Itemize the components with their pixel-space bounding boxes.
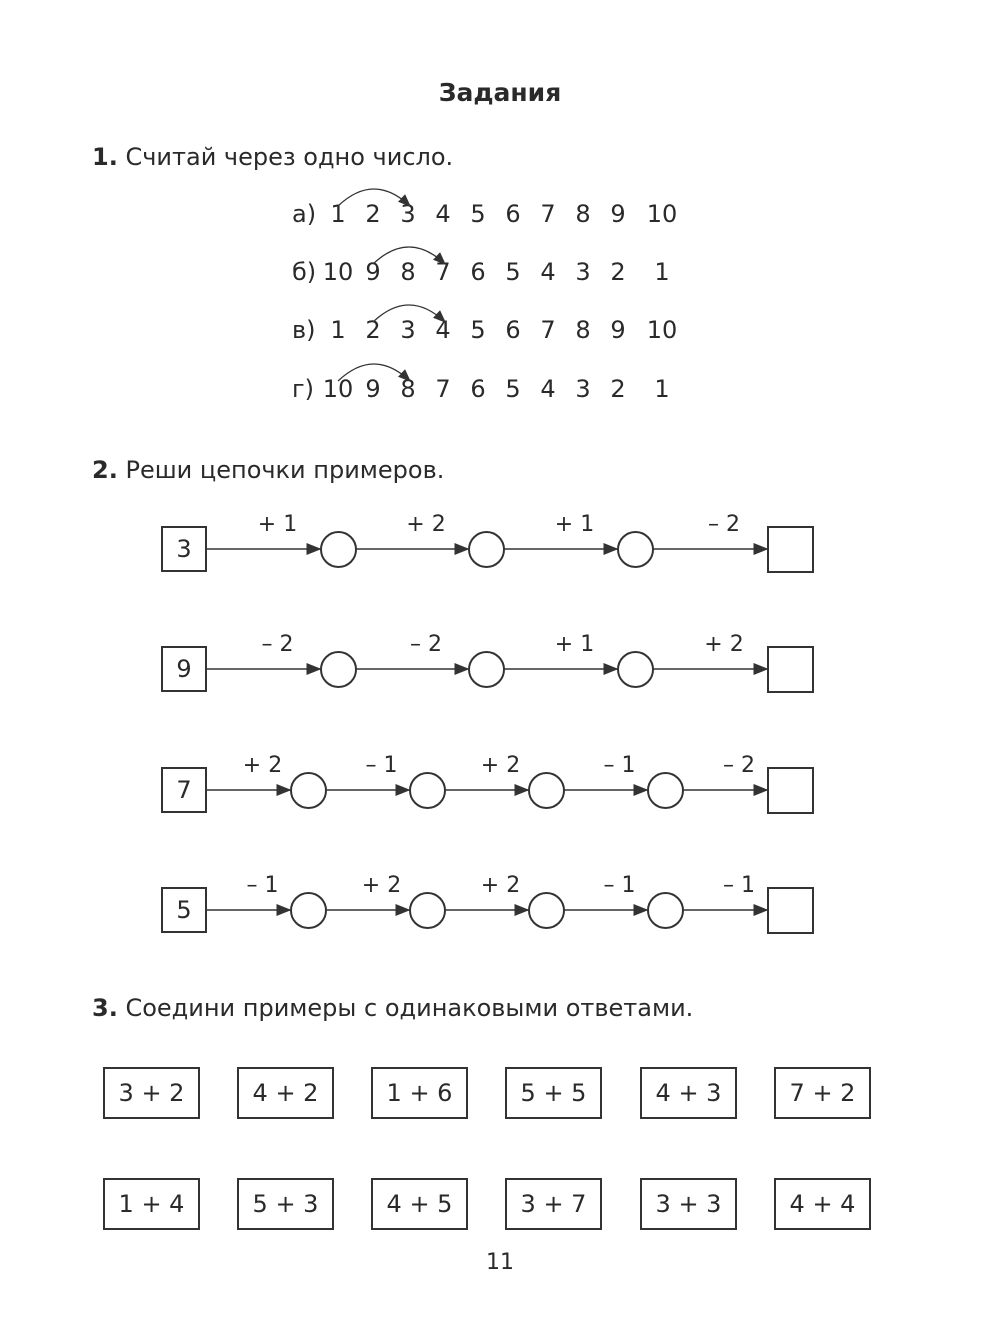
sequence-number: 8	[575, 316, 591, 344]
sequence-number: 9	[365, 375, 381, 403]
sequence-number: 10	[322, 258, 354, 286]
answer-circle[interactable]	[528, 772, 565, 809]
sequence-label: б)	[292, 258, 317, 286]
sequence-number: 3	[400, 200, 416, 228]
sequence-number: 1	[330, 316, 346, 344]
chain-operation: + 2	[406, 512, 446, 537]
answer-circle[interactable]	[468, 651, 505, 688]
sequence-number: 7	[540, 200, 556, 228]
page-title: Задания	[438, 78, 562, 107]
chain-answer-box[interactable]	[767, 887, 814, 934]
sequence-number: 3	[575, 258, 591, 286]
chain-operation: – 2	[723, 753, 755, 778]
answer-circle[interactable]	[647, 772, 684, 809]
sequence-number: 6	[505, 316, 521, 344]
chain-operation: + 2	[242, 753, 283, 778]
sequence-number: 4	[540, 375, 556, 403]
sequence-number: 6	[470, 375, 486, 403]
expression-box[interactable]: 5 + 5	[505, 1067, 602, 1119]
chain-operation: + 2	[704, 632, 744, 657]
chain-operation: + 1	[257, 512, 298, 537]
sequence-number: 8	[400, 375, 416, 403]
chain-answer-box[interactable]	[767, 646, 814, 693]
page-number: 11	[486, 1250, 514, 1275]
answer-circle[interactable]	[409, 892, 446, 929]
sequence-label: в)	[292, 316, 316, 344]
sequence-number: 4	[435, 200, 451, 228]
sequence-number: 1	[654, 258, 670, 286]
chain-operation: – 2	[410, 632, 442, 657]
expression-box[interactable]: 7 + 2	[774, 1067, 871, 1119]
answer-circle[interactable]	[617, 531, 654, 568]
task-1-text: Считай через одно число.	[125, 143, 454, 171]
sequence-number: 3	[575, 375, 591, 403]
chain-operation: + 2	[480, 873, 521, 898]
sequence-number: 2	[365, 200, 381, 228]
expression-box[interactable]: 4 + 3	[640, 1067, 737, 1119]
chain-start-box: 5	[161, 887, 207, 933]
sequence-number: 7	[435, 258, 451, 286]
sequence-number: 10	[646, 200, 678, 228]
expression-box[interactable]: 5 + 3	[237, 1178, 334, 1230]
answer-circle[interactable]	[617, 651, 654, 688]
expression-box[interactable]: 1 + 4	[103, 1178, 200, 1230]
sequence-number: 7	[540, 316, 556, 344]
sequence-number: 1	[654, 375, 670, 403]
answer-circle[interactable]	[409, 772, 446, 809]
sequence-number: 9	[610, 316, 626, 344]
answer-circle[interactable]	[290, 772, 327, 809]
chain-operation: – 1	[603, 873, 636, 898]
expression-box[interactable]: 4 + 5	[371, 1178, 468, 1230]
sequence-number: 4	[540, 258, 556, 286]
expression-box[interactable]: 3 + 3	[640, 1178, 737, 1230]
sequence-number: 7	[435, 375, 451, 403]
sequence-number: 3	[400, 316, 416, 344]
chain-operation: + 2	[480, 753, 521, 778]
sequence-number: 5	[505, 258, 521, 286]
skip-arrow	[338, 364, 410, 381]
sequence-number: 5	[470, 316, 486, 344]
answer-circle[interactable]	[320, 531, 357, 568]
sequence-number: 4	[435, 316, 451, 344]
chain-start-box: 7	[161, 767, 207, 813]
chain-operation: + 1	[554, 632, 595, 657]
sequence-number: 10	[322, 375, 354, 403]
expression-box[interactable]: 3 + 2	[103, 1067, 200, 1119]
chain-operation: + 2	[361, 873, 402, 898]
expression-box[interactable]: 1 + 6	[371, 1067, 468, 1119]
expression-box[interactable]: 3 + 7	[505, 1178, 602, 1230]
task-1-number: 1.	[92, 143, 118, 171]
chain-operation: – 1	[603, 753, 636, 778]
task-2-number: 2.	[92, 456, 118, 484]
expression-box[interactable]: 4 + 4	[774, 1178, 871, 1230]
chain-start-box: 3	[161, 526, 207, 572]
sequence-number: 5	[505, 375, 521, 403]
chain-operation: – 2	[708, 512, 740, 537]
task-3-number: 3.	[92, 994, 118, 1022]
sequence-number: 6	[505, 200, 521, 228]
sequence-number: 10	[646, 316, 678, 344]
sequence-number: 2	[610, 258, 626, 286]
answer-circle[interactable]	[320, 651, 357, 688]
chain-operation: – 1	[246, 873, 279, 898]
sequence-number: 8	[575, 200, 591, 228]
skip-arrow	[338, 189, 410, 206]
sequence-number: 8	[400, 258, 416, 286]
chain-answer-box[interactable]	[767, 526, 814, 573]
sequence-number: 9	[365, 258, 381, 286]
task-3-text: Соедини примеры с одинаковыми ответами.	[125, 994, 694, 1022]
sequence-number: 2	[365, 316, 381, 344]
sequence-label: а)	[292, 200, 317, 228]
chain-operation: – 1	[723, 873, 755, 898]
chain-operation: – 1	[365, 753, 398, 778]
sequence-label: г)	[292, 375, 314, 403]
sequence-number: 9	[610, 200, 626, 228]
answer-circle[interactable]	[647, 892, 684, 929]
chain-operation: + 1	[554, 512, 595, 537]
chain-operation: – 2	[261, 632, 294, 657]
chain-answer-box[interactable]	[767, 767, 814, 814]
chain-start-box: 9	[161, 646, 207, 692]
task-2-text: Реши цепочки примеров.	[125, 456, 445, 484]
answer-circle[interactable]	[468, 531, 505, 568]
sequence-number: 5	[470, 200, 486, 228]
task-3-heading	[92, 994, 693, 1022]
sequence-number: 6	[470, 258, 486, 286]
skip-arrow	[373, 305, 445, 322]
sequence-number: 1	[330, 200, 346, 228]
answer-circle[interactable]	[528, 892, 565, 929]
answer-circle[interactable]	[290, 892, 327, 929]
sequence-number: 2	[610, 375, 626, 403]
skip-arrow	[373, 247, 445, 264]
expression-box[interactable]: 4 + 2	[237, 1067, 334, 1119]
